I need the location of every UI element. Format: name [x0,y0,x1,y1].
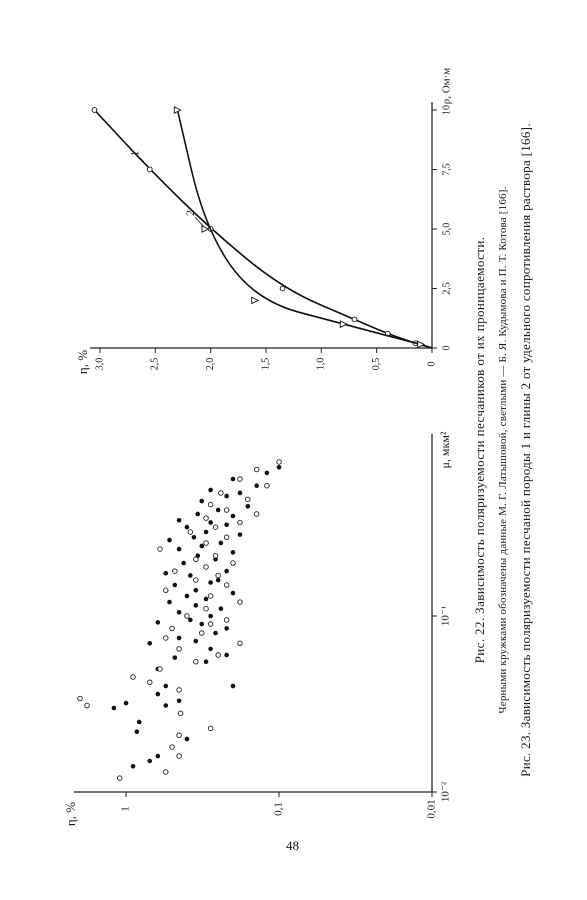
fig22-point-filled [163,571,168,576]
fig23-curve-2 [177,110,432,348]
fig22-point-open [208,502,213,507]
fig22-point-filled [156,754,161,759]
fig23-eta-tick-label: 2,0 [204,357,216,371]
fig22-point-filled [181,561,186,566]
fig22-eta-tick-label: 0,01 [425,799,438,819]
fig22-point-filled [245,504,250,509]
fig22-point-open [231,561,236,566]
fig23-rho-tick-label: 5,0 [441,222,453,236]
fig22-point-open [204,516,209,521]
fig22-point-open [163,770,168,775]
fig22-point-filled [188,618,193,623]
fig23-point-triangle [202,226,208,232]
fig22-point-filled [147,759,152,764]
fig22-point-filled [193,639,198,644]
fig22-eta-tick-label: 1 [119,806,132,812]
fig22-point-filled [167,600,172,605]
fig22-point-filled [193,588,198,593]
fig22-caption: Рис. 22. Зависимость поляризуемости песчаников от их проницаемости. [472,236,487,664]
fig22-point-open [177,733,182,738]
fig22-point-filled [238,491,243,496]
fig23-point-circle [147,167,152,172]
fig22-point-open [238,641,243,646]
fig22-point-open [224,583,229,588]
fig22-point-filled [231,550,236,555]
fig22-point-filled [231,591,236,596]
fig22-point-open [238,477,243,482]
fig22-point-filled [231,684,236,689]
fig22-point-open [204,606,209,611]
fig22-point-filled [177,698,182,703]
fig22-point-filled [156,692,161,697]
fig22-point-filled [204,597,209,602]
fig22-point-filled [131,764,136,769]
fig22-point-open [254,467,259,472]
fig22-point-filled [199,544,204,549]
fig23-eta-tick-label: 3,0 [94,357,106,371]
fig22-point-open [147,680,152,685]
fig22-point-open [219,491,224,496]
fig22-point-open [193,557,198,562]
fig22-point-open [173,569,178,574]
fig22-point-filled [177,610,182,615]
fig22-point-filled [137,720,142,725]
fig22-point-filled [185,525,190,530]
fig22-point-filled [208,647,213,652]
fig22-point-filled [173,583,178,588]
fig23-eta-tick-label: 0,5 [370,357,382,371]
fig23-eta-tick-label: 1,0 [315,357,327,371]
fig22-point-filled [219,606,224,611]
fig22-point-filled [199,622,204,627]
fig23-curve-1 [94,110,432,348]
fig22-point-open [199,631,204,636]
fig22-point-filled [219,541,224,546]
fig22-point-filled [135,729,140,734]
fig22-point-open [208,594,213,599]
fig22-note: Черными кружками обозначены данные М. Г. Латышовой, светлыми — Б. Я. Кудымова и П. Т. Котова [166]. [497,186,509,714]
fig22-point-open [158,667,163,672]
fig22-eta-tick-label: 0,1 [272,802,285,816]
fig22-point-open [177,688,182,693]
fig22-point-filled [163,684,168,689]
fig22-point-open [216,573,221,578]
fig22-point-open [245,497,250,502]
fig22-point-filled [124,701,129,706]
fig22-point-open [224,508,229,513]
fig23-curve-label-2: 2 [182,210,197,216]
fig22-point-filled [185,594,190,599]
fig22-point-filled [208,488,213,493]
fig22-point-filled [224,569,229,574]
fig22-point-open [177,754,182,759]
fig22-mu-tick-label: 10⁻¹ [439,605,452,627]
fig22-point-open [170,626,175,631]
fig23-eta-tick-label: 0 [426,361,438,367]
fig22-point-open [265,483,270,488]
fig22-point-open [208,622,213,627]
fig23-curve-label-leader [140,158,148,167]
fig22-point-filled [238,532,243,537]
fig22-point-filled [147,641,152,646]
fig23-rho-tick-label: 2,5 [441,282,453,295]
fig23-eta-axis-label: η, % [74,349,90,375]
fig22-point-open [193,659,198,664]
fig23-point-triangle [418,341,424,347]
fig23-rho-tick-label: 0 [441,345,453,351]
fig23-curve-label-leader [195,217,203,226]
fig22-point-filled [204,530,209,535]
fig22-point-open [254,512,259,517]
fig22-point-filled [254,483,259,488]
fig23-line-plot [75,68,453,374]
fig22-point-filled [224,653,229,658]
fig22-point-filled [224,626,229,631]
fig22-point-filled [213,631,218,636]
fig23-point-triangle [340,321,346,327]
fig22-point-open [117,776,122,781]
fig22-point-filled [204,659,209,664]
fig22-point-filled [177,518,182,523]
fig22-point-filled [224,494,229,499]
fig22-eta-axis-label: η, % [62,801,78,827]
fig22-point-open [213,525,218,530]
page-number: 48 [286,838,299,853]
fig22-point-filled [195,512,200,517]
fig23-point-circle [92,108,97,113]
fig22-mu-tick-label: 10⁻² [439,781,452,803]
fig22-mu-axis-label: μ, мкм² [437,431,452,469]
fig22-point-open [204,541,209,546]
fig22-point-filled [173,655,178,660]
fig22-point-filled [167,538,172,543]
fig22-point-open [85,703,90,708]
fig22-point-filled [231,477,236,482]
fig23-point-circle [352,317,357,322]
fig22-point-open [238,600,243,605]
fig22-point-filled [193,603,198,608]
fig22-point-open [193,578,198,583]
fig22-point-open [170,745,175,750]
fig23-curve-label-1: 1 [127,150,142,157]
fig22-point-filled [208,580,213,585]
fig22-point-filled [216,508,221,513]
fig22-point-open [188,530,193,535]
fig22-point-filled [224,522,229,527]
fig22-point-open [131,675,136,680]
fig22-point-open [208,726,213,731]
fig23-point-circle [280,286,285,291]
fig22-point-open [213,553,218,558]
fig22-point-filled [188,573,193,578]
fig22-point-filled [192,535,197,540]
fig22-point-open [163,636,168,641]
fig23-rho-tick-label: 10 [441,105,453,115]
fig22-point-open [224,535,229,540]
fig22-point-filled [216,578,221,583]
fig23-rho-tick-label: 7,5 [441,163,453,176]
fig23-eta-tick-label: 2,5 [149,357,161,371]
fig22-point-filled [185,737,190,742]
fig22-point-open [224,618,229,623]
fig22-point-open [204,565,209,570]
fig22-point-open [185,614,190,619]
fig22-point-filled [199,499,204,504]
fig23-caption: Рис. 23. Зависимость поляризуемости песчаной породы 1 и глины 2 от удельного сопротивления раствора [166]. [518,123,533,777]
fig22-point-open [238,520,243,525]
fig22-point-open [277,460,282,465]
fig22-point-filled [231,514,236,519]
fig22-point-filled [208,520,213,525]
fig22-point-filled [112,706,117,711]
fig22-point-open [177,647,182,652]
fig23-point-triangle [252,297,258,303]
fig22-point-open [158,547,163,552]
fig22-point-filled [265,471,270,476]
fig22-point-filled [163,703,168,708]
fig22-point-filled [277,465,282,470]
fig22-point-filled [177,636,182,641]
fig22-point-open [178,711,183,716]
fig22-point-filled [208,614,213,619]
fig22-point-filled [156,620,161,625]
fig22-point-open [163,588,168,593]
fig23-rho-axis-label: ρ, Ом·м [440,67,453,105]
fig22-point-open [78,696,83,701]
fig22-scatter-plot [63,431,452,826]
fig22-point-open [216,653,221,658]
captions-block [470,10,580,890]
fig22-point-filled [177,547,182,552]
fig23-eta-tick-label: 1,5 [260,357,272,371]
